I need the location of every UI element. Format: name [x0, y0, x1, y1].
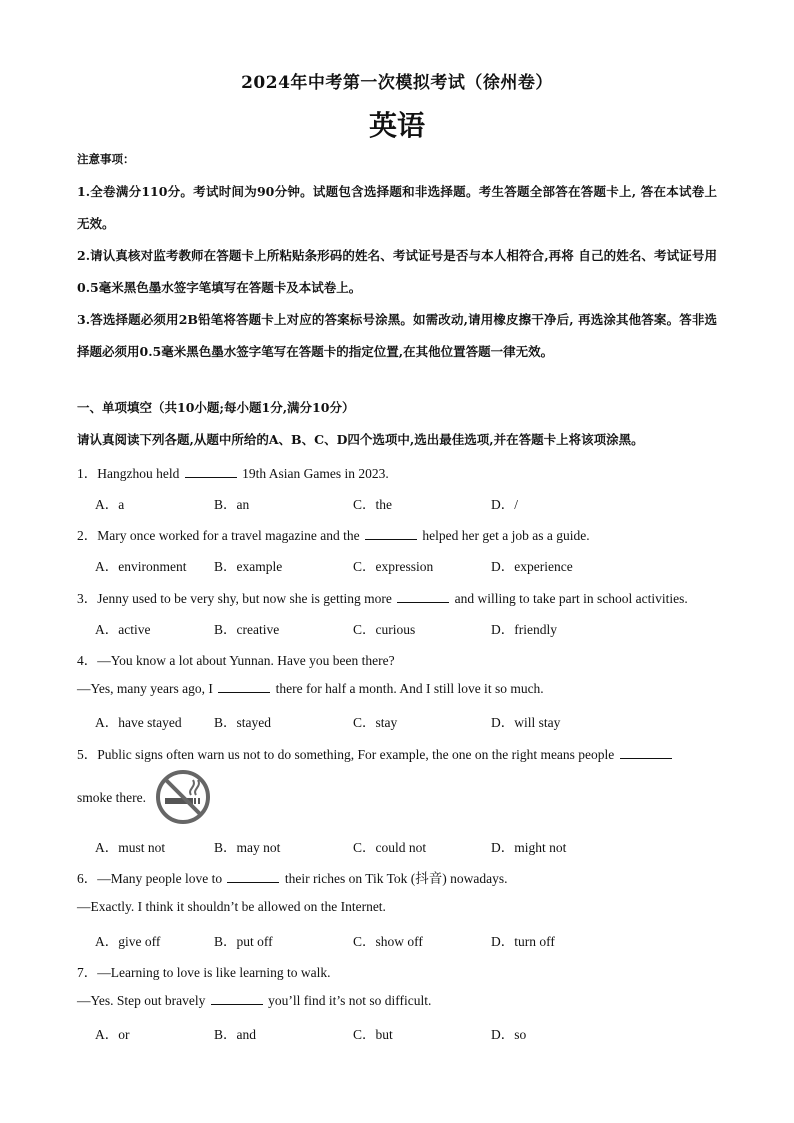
question-text: 7．—Learning to love is like learning to walk. — [77, 965, 331, 980]
option-c: C．curious — [353, 622, 416, 637]
option-a: A．or — [95, 1027, 130, 1042]
question-5-cont — [77, 790, 146, 806]
option-c: C．show off — [353, 934, 423, 949]
option-a: A．have stayed — [95, 715, 182, 730]
question-6 — [77, 867, 508, 887]
question-text: 2．Mary once worked for a travel magazine and the — [77, 528, 360, 543]
question-text: smoke there. — [77, 790, 146, 805]
question-1-options — [95, 493, 615, 511]
option-c: C．stay — [353, 715, 398, 730]
question-3-options — [95, 618, 615, 636]
option-b: B．example — [214, 559, 283, 574]
option-d: D．so — [491, 1027, 527, 1042]
question-4-reply — [77, 680, 544, 697]
option-a: A．active — [95, 622, 151, 637]
question-text: 4．—You know a lot about Yunnan. Have you been there? — [77, 653, 395, 668]
option-d: D．friendly — [491, 622, 557, 637]
section-instruction: 请认真阅读下列各题,从题中所给的A、B、C、D四个选项中,选出最佳选项,并在答题卡上将该项涂黑。 — [77, 432, 644, 447]
option-b: B．put off — [214, 934, 273, 949]
question-2 — [77, 524, 590, 544]
question-text: —Yes, many years ago, I — [77, 681, 213, 696]
question-text: —Exactly. I think it shouldn’t be allowed on the Internet. — [77, 899, 386, 914]
option-d: D．might not — [491, 840, 567, 855]
question-text: 5．Public signs often warn us not to do something, For example, the one on the right means people — [77, 747, 615, 762]
question-2-options — [95, 555, 615, 573]
question-7 — [77, 961, 330, 981]
question-4 — [77, 649, 395, 669]
option-a: A．must not — [95, 840, 166, 855]
question-4-options — [95, 711, 615, 729]
option-b: B．stayed — [214, 715, 271, 730]
option-b: B．and — [214, 1027, 256, 1042]
question-6-reply — [77, 899, 386, 915]
answer-blank — [397, 590, 449, 603]
answer-blank — [620, 746, 672, 759]
option-d: D．/ — [491, 497, 518, 512]
option-b: B．creative — [214, 622, 280, 637]
option-c: C．could not — [353, 840, 427, 855]
question-text: helped her get a job as a guide. — [422, 528, 590, 543]
question-text: and willing to take part in school activities. — [454, 591, 688, 606]
notes-block — [77, 150, 717, 368]
question-text: 1．Hangzhou held — [77, 466, 180, 481]
question-3 — [77, 587, 688, 607]
answer-blank — [211, 992, 263, 1005]
option-d: D．turn off — [491, 934, 555, 949]
option-d: D．experience — [491, 559, 573, 574]
note-item: 1.全卷满分110分。考试时间为90分钟。试题包含选择题和非选择题。考生答题全部答在答题卡上, 答在本试卷上无效。 — [77, 184, 717, 231]
note-item: 2.请认真核对监考教师在答题卡上所粘贴条形码的姓名、考试证号是否与本人相符合,再将 自己的姓名、考试证号用0.5毫米黑色墨水签字笔填写在答题卡及本试卷上。 — [77, 248, 717, 295]
option-c: C．the — [353, 497, 392, 512]
question-text: 6．—Many people love to — [77, 871, 223, 886]
section-title: 一、单项填空（共10小题;每小题1分,满分10分） — [77, 400, 355, 415]
question-5 — [77, 743, 674, 763]
question-7-reply — [77, 992, 431, 1009]
question-5-options — [95, 836, 615, 854]
question-text: 3．Jenny used to be very shy, but now she is getting more — [77, 591, 392, 606]
question-text: —Yes. Step out bravely — [77, 993, 206, 1008]
option-d: D．will stay — [491, 715, 561, 730]
question-1 — [77, 462, 389, 482]
question-text: you’ll find it’s not so difficult. — [268, 993, 432, 1008]
question-7-options — [95, 1023, 615, 1041]
answer-blank — [218, 680, 270, 693]
answer-blank — [365, 527, 417, 540]
option-a: A．give off — [95, 934, 161, 949]
no-smoking-icon — [155, 769, 211, 825]
option-a: A．a — [95, 497, 125, 512]
answer-blank — [185, 465, 237, 478]
notes-heading: 注意事项： — [77, 152, 135, 166]
note-item: 3.答选择题必须用2B铅笔将答题卡上对应的答案标号涂黑。如需改动,请用橡皮擦干净后, 再选涂其他答案。答非选择题必须用0.5毫米黑色墨水签字笔写在答题卡的指定位置,在其他位置答题一律无效。 — [77, 312, 717, 359]
question-text: 19th Asian Games in 2023. — [242, 466, 389, 481]
option-b: B．an — [214, 497, 250, 512]
question-6-options — [95, 930, 615, 948]
exam-title: 2024年中考第一次模拟考试（徐州卷） — [241, 73, 553, 93]
answer-blank — [227, 870, 279, 883]
question-text: their riches on Tik Tok (抖音) nowadays. — [284, 871, 508, 886]
subject-title: 英语 — [368, 109, 425, 142]
option-a: A．environment — [95, 559, 187, 574]
option-c: C．expression — [353, 559, 434, 574]
question-text: there for half a month. And I still love it so much. — [275, 681, 544, 696]
option-c: C．but — [353, 1027, 393, 1042]
option-b: B．may not — [214, 840, 281, 855]
